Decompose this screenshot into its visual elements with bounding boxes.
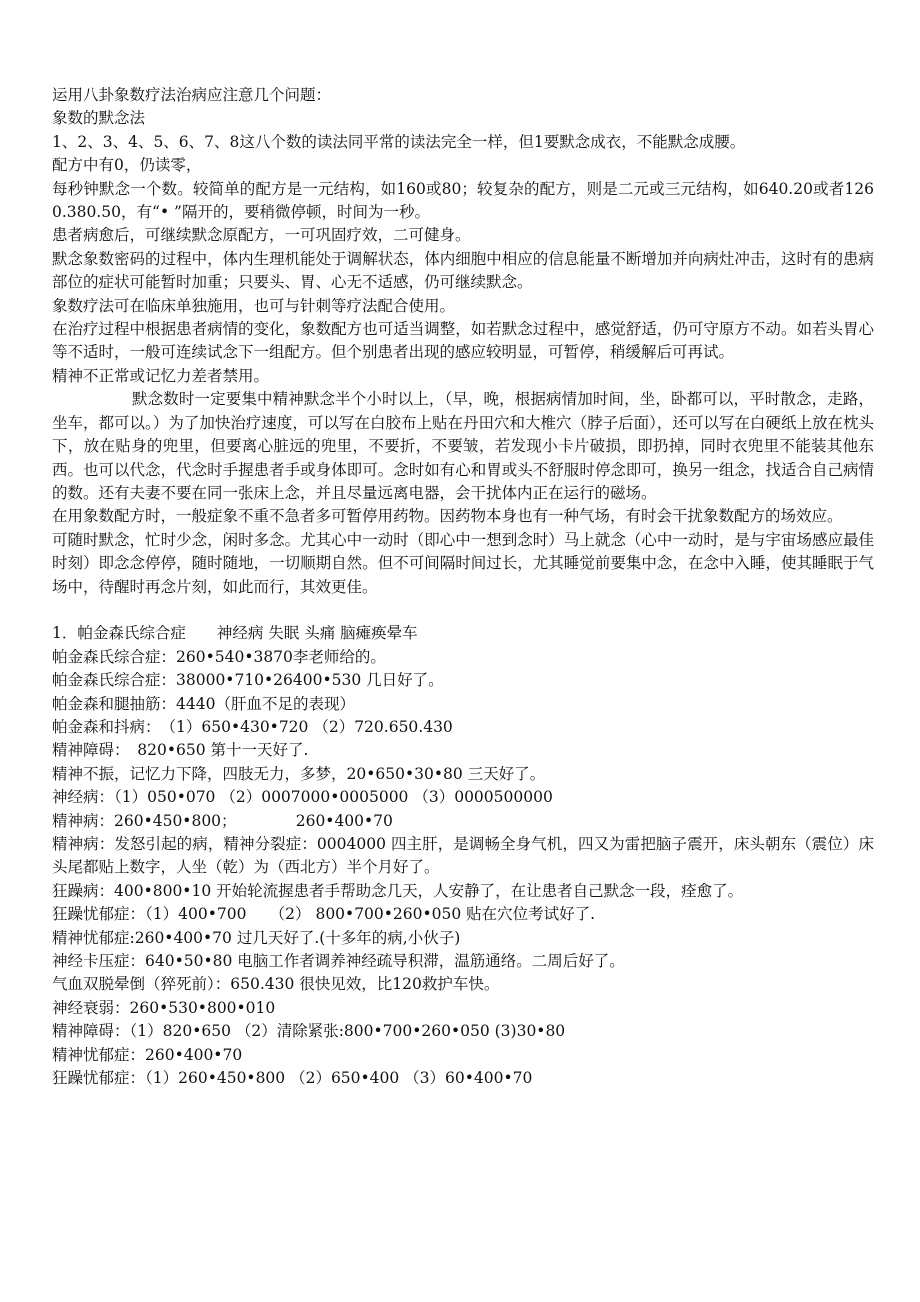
paragraph-concentration: 默念数时一定要集中精神默念半个小时以上，（早，晚，根据病情加时间，坐，卧都可以，平时散念，走路，坐车，都可以。）为了加快治疗速度，可以写在白胶布上贴在丹田穴和大椎穴（脖子后面），还可以写在白硬纸上放在枕头下，放在贴身的兜里，但要离心脏远的兜里，不要折，不要皱，若发现小卡片破损，即扔掉，同时衣兜里不能装其他东西。也可以代念，代念时手握患者手或身体即可。念时如有心和胃或头不舒服时停念即可，换另一组念，找适合自己病情的数。还有夫妻不要在同一张床上念，并且尽量远离电器，会干扰体内正在运行的磁场。 (52, 390, 874, 502)
list-item: 帕金森氏综合症：260•540•3870李老师给的。 (52, 647, 386, 666)
list-item: 神经衰弱：260•530•800•010 (52, 998, 276, 1017)
list-item: 精神病：260•450•800； 260•400•70 (52, 811, 393, 830)
paragraph-contraindication: 精神不正常或记忆力差者禁用。 (52, 366, 270, 385)
paragraph-clinical-use: 象数疗法可在临床单独施用，也可与针刺等疗法配合使用。 (52, 296, 456, 315)
list-item: 狂躁忧郁症：（1）400•700 （2） 800•700•260•050 贴在穴位考试好了. (52, 905, 596, 924)
paragraph-zero-reading: 配方中有0，仍读零， (52, 156, 202, 175)
list-item: 神经卡压症：640•50•80 电脑工作者调养神经疏导积滞，温筋通络。二周后好了。 (52, 952, 625, 971)
list-item: 狂躁病：400•800•10 开始轮流握患者手帮助念几天，人安静了，在让患者自己默念一段，痊愈了。 (52, 881, 744, 900)
document-page (52, 84, 874, 1090)
paragraph-medication: 在用象数配方时，一般症象不重不急者多可暂停用药物。因药物本身也有一种气场，有时会干扰象数配方的场效应。 (52, 507, 843, 526)
list-item: 帕金森和抖病： （1）650•430•720 （2）720.650.430 (52, 717, 453, 736)
list-item: 精神不振，记忆力下降，四肢无力，多梦，20•650•30•80 三天好了。 (52, 764, 546, 783)
paragraph-adjustment: 在治疗过程中根据患者病情的变化，象数配方也可适当调整，如若默念过程中，感觉舒适，仍可守原方不动。如若头胃心等不适时，一般可连续试念下一组配方。但个别患者出现的感应较明显，可暂停，稍缓解后可再试。 (52, 320, 874, 362)
list-item: 气血双脱晕倒（猝死前）：650.430 很快见效，比120救护车快。 (52, 975, 500, 994)
paragraph-number-reading: 1、2、3、4、5、6、7、8这八个数的读法同平常的读法完全一样，但1要默念成衣，不能默念成腰。 (52, 132, 746, 151)
list-item: 帕金森氏综合症：38000•710•26400•530 几日好了。 (52, 671, 444, 690)
list-item: 神经病：（1）050•070 （2）0007000•0005000 （3）0000500000 (52, 788, 553, 807)
doc-heading: 运用八卦象数疗法治病应注意几个问题： (52, 86, 332, 104)
spacer (52, 599, 874, 622)
list-item: 精神障碍：（1）820•650 （2）清除紧张:800•700•260•050 (3)30•80 (52, 1022, 566, 1041)
paragraph-anytime: 可随时默念，忙时少念，闲时多念。尤其心中一动时（即心中一想到念时）马上就念（心中一动时，是与宇宙场感应最佳时刻）即念念停停，随时随地，一切顺期自然。但不可间隔时间过长，尤其睡觉前要集中念，在念中入睡，使其睡眠于气场中，待醒时再念片刻，如此而行，其效更佳。 (52, 530, 874, 596)
paragraph-after-recovery: 患者病愈后，可继续默念原配方，一可巩固疗效，二可健身。 (52, 226, 471, 245)
list-item: 精神病：发怒引起的病，精神分裂症：0004000 四主肝，是调畅全身气机，四又为雷把脑子震开，床头朝东（震位）床头尾都贴上数字，人坐（乾）为（西北方）半个月好了。 (52, 834, 874, 877)
paragraph-timing: 每秒钟默念一个数。较简单的配方是一元结构，如160或80；较复杂的配方，则是二元或三元结构，如640.20或者1260.380.50，有“• ”隔开的，要稍微停顿，时间为一秒。 (52, 179, 874, 222)
list-item: 狂躁忧郁症：（1）260•450•800 （2）650•400 （3）60•400•70 (52, 1069, 533, 1088)
list-item: 精神障碍： 820•650 第十一天好了. (52, 741, 309, 760)
paragraph-process: 默念象数密码的过程中，体内生理机能处于调解状态，体内细胞中相应的信息能量不断增加并向病灶冲击，这时有的患病部位的症状可能暂时加重；只要头、胃、心无不适感，仍可继续默念。 (52, 249, 874, 292)
list-item: 帕金森和腿抽筋：4440（肝血不足的表现） (52, 694, 355, 713)
list-item: 精神忧郁症:260•400•70 过几天好了.(十多年的病,小伙子) (52, 928, 461, 947)
section-title: 1．帕金森氏综合症 神经病 失眠 头痛 脑瘫痪晕车 (52, 624, 418, 643)
doc-subheading: 象数的默念法 (52, 109, 146, 128)
list-item: 精神忧郁症：260•400•70 (52, 1045, 243, 1064)
